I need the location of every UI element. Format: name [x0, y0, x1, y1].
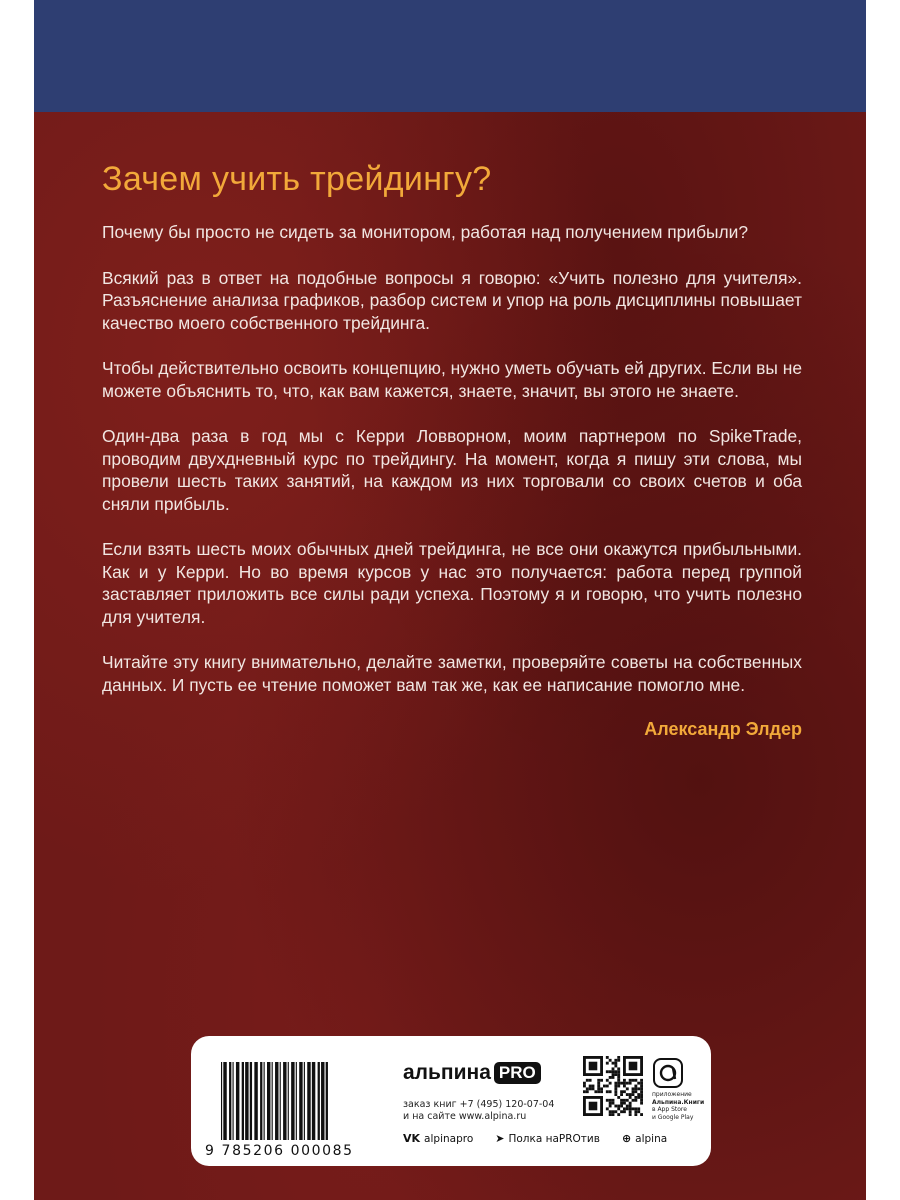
qr-module	[623, 1090, 626, 1093]
qr-module	[637, 1093, 640, 1096]
order-info	[403, 1099, 554, 1123]
qr-module	[614, 1110, 617, 1113]
alpina-app-icon	[653, 1058, 683, 1088]
paragraph-5: Если взять шесть моих обычных дней трейдинга, не все они окажутся прибыльными. Как и у Керри. Но во время курсов у нас это получается: работа перед группой заставляет приложить все силы ради успеха. Поэтому я и говорю, что учить полезно для учителя.	[102, 539, 802, 627]
qr-module	[594, 1090, 597, 1093]
qr-finder-module	[589, 1102, 598, 1111]
qr-module	[629, 1102, 632, 1105]
qr-module	[609, 1082, 612, 1085]
qr-module	[623, 1099, 626, 1102]
qr-module	[606, 1085, 609, 1088]
qr-module	[629, 1079, 632, 1082]
qr-module	[614, 1073, 617, 1076]
top-color-band	[34, 0, 866, 112]
qr-module	[597, 1090, 600, 1093]
publisher-name: альпина	[403, 1061, 491, 1084]
qr-module	[640, 1113, 643, 1116]
qr-module	[629, 1096, 632, 1099]
qr-module	[609, 1105, 612, 1108]
qr-module	[623, 1082, 626, 1085]
qr-module	[612, 1102, 615, 1105]
qr-module	[606, 1090, 609, 1093]
qr-module	[620, 1105, 623, 1108]
qr-module	[597, 1085, 600, 1088]
qr-module	[606, 1099, 609, 1102]
vk-icon: VK	[403, 1132, 421, 1145]
barcode-bar	[267, 1062, 270, 1140]
paragraph-1: Почему бы просто не сидеть за монитором, работая над получением прибыли?	[102, 222, 749, 242]
barcode-bar	[272, 1062, 273, 1140]
qr-module	[614, 1105, 617, 1108]
barcode-bar	[296, 1062, 297, 1140]
qr-module	[632, 1093, 635, 1096]
author-name: Александр Элдер	[644, 719, 802, 739]
qr-code	[583, 1056, 643, 1116]
qr-module	[626, 1082, 629, 1085]
qr-module	[609, 1059, 612, 1062]
qr-module	[583, 1082, 586, 1085]
qr-module	[589, 1087, 592, 1090]
qr-module	[597, 1079, 600, 1082]
qr-module	[623, 1085, 626, 1088]
paragraph-6: Читайте эту книгу внимательно, делайте заметки, проверяйте советы на собственных данных. И пусть ее чтение поможет вам так же, как ее написание помогло мне.	[102, 652, 802, 695]
qr-module	[617, 1079, 620, 1082]
qr-module	[583, 1085, 586, 1088]
barcode-bar	[223, 1062, 226, 1140]
qr-module	[586, 1079, 589, 1082]
qr-module	[626, 1087, 629, 1090]
qr-module	[634, 1113, 637, 1116]
isbn-number: 9 785206 000085	[205, 1143, 354, 1159]
qr-module	[600, 1087, 603, 1090]
qr-module	[606, 1107, 609, 1110]
qr-module	[629, 1113, 632, 1116]
cover-title: Зачем учить трейдингу?	[102, 160, 492, 198]
qr-module	[637, 1107, 640, 1110]
barcode-bar	[304, 1062, 305, 1140]
qr-module	[614, 1093, 617, 1096]
qr-module	[612, 1076, 615, 1079]
qr-module	[620, 1082, 623, 1085]
barcode-bar	[236, 1062, 239, 1140]
qr-module	[614, 1062, 617, 1065]
qr-module	[586, 1090, 589, 1093]
paragraph-3: Чтобы действительно освоить концепцию, нужно уметь обучать ей других. Если вы не можете объяснить то, что, как вам кажется, знаете, значит, вы этого не знаете.	[102, 358, 803, 401]
qr-module	[614, 1085, 617, 1088]
qr-module	[609, 1099, 612, 1102]
qr-module	[640, 1090, 643, 1093]
qr-module	[589, 1085, 592, 1088]
publisher-footer-panel	[191, 1036, 711, 1166]
social-telegram[interactable]: ➤ Полка наPROтив	[495, 1132, 600, 1145]
qr-module	[634, 1079, 637, 1082]
qr-module	[640, 1085, 643, 1088]
qr-module	[617, 1059, 620, 1062]
qr-module	[597, 1082, 600, 1085]
qr-module	[612, 1067, 615, 1070]
isbn-barcode	[219, 1062, 391, 1140]
paragraph-4: Один-два раза в год мы с Керри Ловворном, моим партнером по SpikeTrade, проводим двухдневный курс по трейдингу. На момент, когда я пишу эти слова, мы провели шесть таких занятий, на каждом из них торговали со своих счетов и оба сняли прибыль.	[102, 426, 802, 514]
qr-module	[609, 1070, 612, 1073]
barcode-bar	[326, 1062, 328, 1140]
qr-module	[637, 1087, 640, 1090]
qr-module	[629, 1105, 632, 1108]
social-vk[interactable]: VK alpinapro	[403, 1132, 474, 1145]
telegram-icon: ➤	[495, 1132, 505, 1145]
qr-finder-module	[629, 1062, 638, 1071]
qr-module	[617, 1107, 620, 1110]
qr-module	[632, 1099, 635, 1102]
qr-module	[617, 1070, 620, 1073]
qr-module	[620, 1102, 623, 1105]
qr-module	[626, 1107, 629, 1110]
qr-module	[634, 1090, 637, 1093]
qr-module	[626, 1093, 629, 1096]
qr-module	[634, 1085, 637, 1088]
qr-module	[640, 1093, 643, 1096]
qr-module	[617, 1056, 620, 1059]
order-website: и на сайте www.alpina.ru	[403, 1111, 527, 1122]
qr-module	[614, 1065, 617, 1068]
qr-module	[640, 1087, 643, 1090]
barcode-bar	[250, 1062, 252, 1140]
qr-module	[617, 1067, 620, 1070]
qr-module	[603, 1085, 606, 1088]
barcode-bar	[233, 1062, 234, 1140]
barcode-bar	[321, 1062, 324, 1140]
qr-module	[620, 1110, 623, 1113]
qr-module	[592, 1087, 595, 1090]
qr-module	[623, 1102, 626, 1105]
cover-text-block	[102, 160, 802, 740]
barcode-bar	[307, 1062, 310, 1140]
qr-module	[592, 1085, 595, 1088]
qr-module	[589, 1079, 592, 1082]
qr-module	[637, 1096, 640, 1099]
qr-module	[640, 1099, 643, 1102]
qr-module	[583, 1090, 586, 1093]
barcode-bar	[242, 1062, 244, 1140]
qr-module	[606, 1070, 609, 1073]
qr-module	[632, 1107, 635, 1110]
qr-module	[614, 1070, 617, 1073]
qr-module	[597, 1087, 600, 1090]
qr-module	[614, 1082, 617, 1085]
qr-module	[617, 1096, 620, 1099]
qr-module	[640, 1096, 643, 1099]
qr-module	[623, 1110, 626, 1113]
qr-module	[606, 1056, 609, 1059]
qr-module	[640, 1102, 643, 1105]
qr-module	[632, 1087, 635, 1090]
qr-module	[609, 1076, 612, 1079]
qr-module	[609, 1090, 612, 1093]
barcode-bar	[291, 1062, 294, 1140]
barcode-bar	[299, 1062, 302, 1140]
qr-module	[640, 1082, 643, 1085]
barcode-bar	[275, 1062, 278, 1140]
barcode-bar	[264, 1062, 265, 1140]
qr-module	[634, 1099, 637, 1102]
barcode-bar	[280, 1062, 281, 1140]
qr-module	[600, 1090, 603, 1093]
qr-module	[632, 1079, 635, 1082]
qr-module	[612, 1070, 615, 1073]
qr-module	[609, 1113, 612, 1116]
qr-module	[586, 1087, 589, 1090]
qr-module	[606, 1062, 609, 1065]
qr-finder-module	[589, 1062, 598, 1071]
qr-module	[623, 1079, 626, 1082]
qr-module	[617, 1105, 620, 1108]
qr-module	[620, 1090, 623, 1093]
qr-module	[612, 1062, 615, 1065]
publisher-logo	[403, 1061, 541, 1085]
qr-module	[600, 1079, 603, 1082]
qr-module	[637, 1110, 640, 1113]
barcode-bar	[245, 1062, 248, 1140]
qr-module	[620, 1099, 623, 1102]
qr-module	[617, 1073, 620, 1076]
qr-module	[614, 1087, 617, 1090]
app-store-text: приложение Альпина.Книги в App Store и Google Play	[652, 1091, 705, 1121]
qr-module	[617, 1085, 620, 1088]
qr-module	[634, 1107, 637, 1110]
paragraph-2: Всякий раз в ответ на подобные вопросы я говорю: «Учить полезно для учителя». Разъяснение анализа графиков, разбор систем и упор на роль дисциплины повышает качество моего собственного трейдинга.	[102, 267, 802, 333]
barcode-bar	[221, 1062, 222, 1140]
qr-module	[632, 1090, 635, 1093]
qr-module	[609, 1102, 612, 1105]
qr-module	[629, 1110, 632, 1113]
barcode-bar	[229, 1062, 231, 1140]
qr-module	[617, 1113, 620, 1116]
qr-module	[634, 1110, 637, 1113]
qr-module	[606, 1079, 609, 1082]
qr-module	[609, 1110, 612, 1113]
qr-module	[614, 1059, 617, 1062]
plus-icon: ⊕	[621, 1132, 632, 1145]
qr-module	[640, 1079, 643, 1082]
barcode-bar	[312, 1062, 315, 1140]
qr-module	[623, 1107, 626, 1110]
qr-module	[612, 1110, 615, 1113]
qr-module	[626, 1099, 629, 1102]
barcode-bar	[288, 1062, 289, 1140]
qr-module	[612, 1099, 615, 1102]
social-alpina[interactable]: ⊕ alpina	[621, 1132, 668, 1145]
qr-module	[634, 1096, 637, 1099]
qr-module	[626, 1105, 629, 1108]
qr-module	[617, 1076, 620, 1079]
qr-module	[612, 1073, 615, 1076]
barcode-bar	[318, 1062, 320, 1140]
social-links	[403, 1132, 667, 1145]
qr-module	[614, 1090, 617, 1093]
qr-module	[620, 1093, 623, 1096]
qr-module	[612, 1113, 615, 1116]
qr-module	[629, 1107, 632, 1110]
qr-module	[637, 1082, 640, 1085]
qr-module	[617, 1082, 620, 1085]
barcode-bar	[260, 1062, 262, 1140]
barcode-bar	[254, 1062, 257, 1140]
qr-module	[629, 1093, 632, 1096]
barcode-bar	[283, 1062, 286, 1140]
order-phone: заказ книг +7 (495) 120-07-04	[403, 1099, 555, 1110]
qr-module	[634, 1087, 637, 1090]
publisher-pro-badge: PRO	[494, 1062, 541, 1084]
qr-module	[629, 1082, 632, 1085]
